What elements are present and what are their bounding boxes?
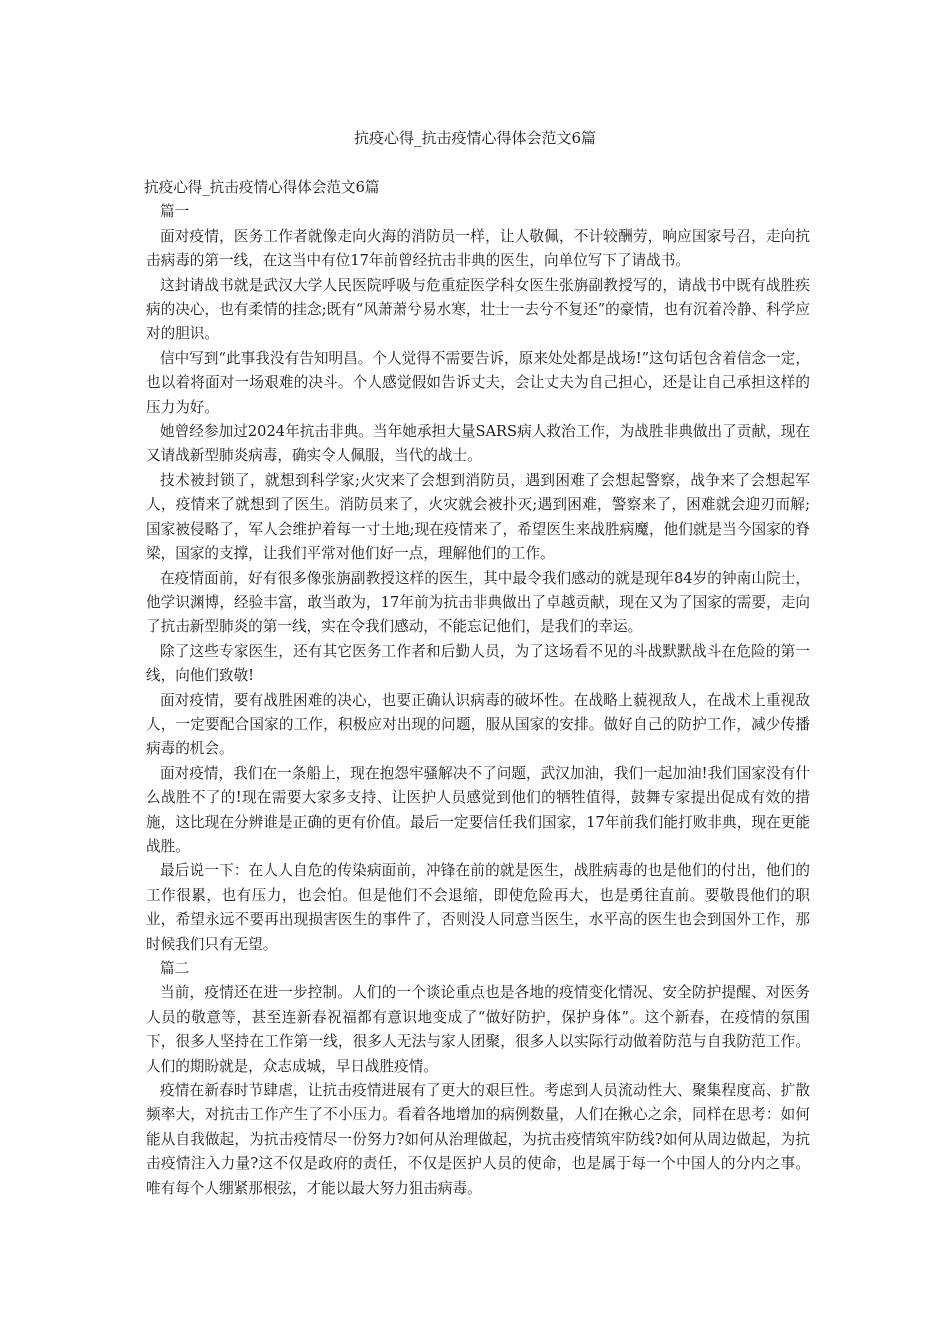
paragraph: 疫情在新春时节肆虐，让抗击疫情进展有了更大的艰巨性。考虑到人员流动性大、聚集程度高、扩散频率大，对抗击工作产生了不小压力。看着各地增加的病例数量，人们在揪心之余，同样在思考：如何能从自我做起，为抗击疫情尽一份努力?如何从治理做起，为抗击疫情筑牢防线?如何从周边做起，为抗击疫情注入力量?这不仅是政府的责任，不仅是医护人员的使命，也是属于每一个中国人的分内之事。唯有每个人绷紧那根弦，才能以最大努力狙击病毒。 — [146, 1082, 810, 1197]
document-body — [144, 176, 810, 1201]
section-label-2: 篇二 — [160, 960, 190, 977]
paragraph: 除了这些专家医生，还有其它医务工作者和后勤人员，为了这场看不见的斗战默默战斗在危险的第一线，向他们致敬! — [146, 642, 810, 685]
paragraph: 在疫情面前，好有很多像张旃副教授这样的医生，其中最令我们感动的就是现年84岁的钟南山院士，他学识渊博，经验丰富，敢当敢为，17年前为抗击非典做出了卓越贡献，现在又为了国家的需要，走向了抗击新型肺炎的第一线，实在令我们感动，不能忘记他们，是我们的幸运。 — [146, 569, 810, 636]
paragraph: 面对疫情，我们在一条船上，现在抱怨牢骚解决不了问题，武汉加油，我们一起加油!我们国家没有什么战胜不了的!现在需要大家多支持、让医护人员感觉到他们的牺牲值得，鼓舞专家提出促成有效的措施，这比现在分辨谁是正确的更有价值。最后一定要信任我们国家，17年前我们能打败非典，现在更能战胜。 — [146, 764, 810, 855]
paragraph: 当前，疫情还在进一步控制。人们的一个谈论重点也是各地的疫情变化情况、安全防护提醒、对医务人员的敬意等，甚至连新春祝福都有意识地变成了“做好防护，保护身体”。这个新春，在疫情的氛围下，很多人坚持在工作第一线，很多人无法与家人团聚，很多人以实际行动做着防范与自我防范工作。人们的期盼就是，众志成城，早日战胜疫情。 — [146, 984, 810, 1075]
paragraph: 面对疫情，要有战胜困难的决心，也要正确认识病毒的破坏性。在战略上藐视敌人，在战术上重视敌人，一定要配合国家的工作，积极应对出现的问题，服从国家的安排。做好自己的防护工作，减少传播病毒的机会。 — [146, 691, 810, 758]
paragraph: 技术被封锁了，就想到科学家;火灾来了会想到消防员，遇到困难了会想起警察，战争来了会想起军人，疫情来了就想到了医生。消防员来了，火灾就会被扑灭;遇到困难，警察来了，困难就会迎刃而解;国家被侵略了，军人会维护着每一寸土地;现在疫情来了，希望医生来战胜病魔，他们就是当今国家的脊梁，国家的支撑，让我们平常对他们好一点，理解他们的工作。 — [146, 471, 810, 563]
paragraph: 最后说一下：在人人自危的传染病面前，冲锋在前的就是医生，战胜病毒的也是他们的付出，他们的工作很累，也有压力，也会怕。但是他们不会退缩，即使危险再大，也是勇往直前。要敬畏他们的职业，希望永远不要再出现损害医生的事件了，否则没人同意当医生，水平高的医生也会到国外工作，那时候我们只有无望。 — [146, 862, 810, 953]
document-title: 抗疫心得_抗击疫情心得体会范文6篇 — [353, 129, 597, 147]
paragraph: 这封请战书就是武汉大学人民医院呼吸与危重症医学科女医生张旃副教授写的，请战书中既有战胜疾病的决心，也有柔情的挂念;既有“风萧萧兮易水寒，壮士一去兮不复还”的豪情，也有沉着冷静、科学应对的胆识。 — [146, 276, 810, 343]
paragraph: 她曾经参加过2024年抗击非典。当年她承担大量SARS病人救治工作，为战胜非典做出了贡献，现在又请战新型肺炎病毒，确实令人佩服，当代的战士。 — [146, 423, 810, 465]
document-heading: 抗疫心得_抗击疫情心得体会范文6篇 — [144, 179, 380, 196]
paragraph: 信中写到“此事我没有告知明昌。个人觉得不需要告诉，原来处处都是战场!”这句话包含着信念一定，也以着将面对一场艰难的决斗。个人感觉假如告诉丈夫，会让丈夫为自己担心，还是让自己承担这样的压力为好。 — [146, 349, 810, 416]
section-label-1: 篇一 — [160, 203, 190, 221]
paragraph: 面对疫情，医务工作者就像走向火海的消防员一样，让人敬佩，不计较酬劳，响应国家号召，走向抗击病毒的第一线，在这当中有位17年前曾经抗击非典的医生，向单位写下了请战书。 — [146, 227, 810, 270]
